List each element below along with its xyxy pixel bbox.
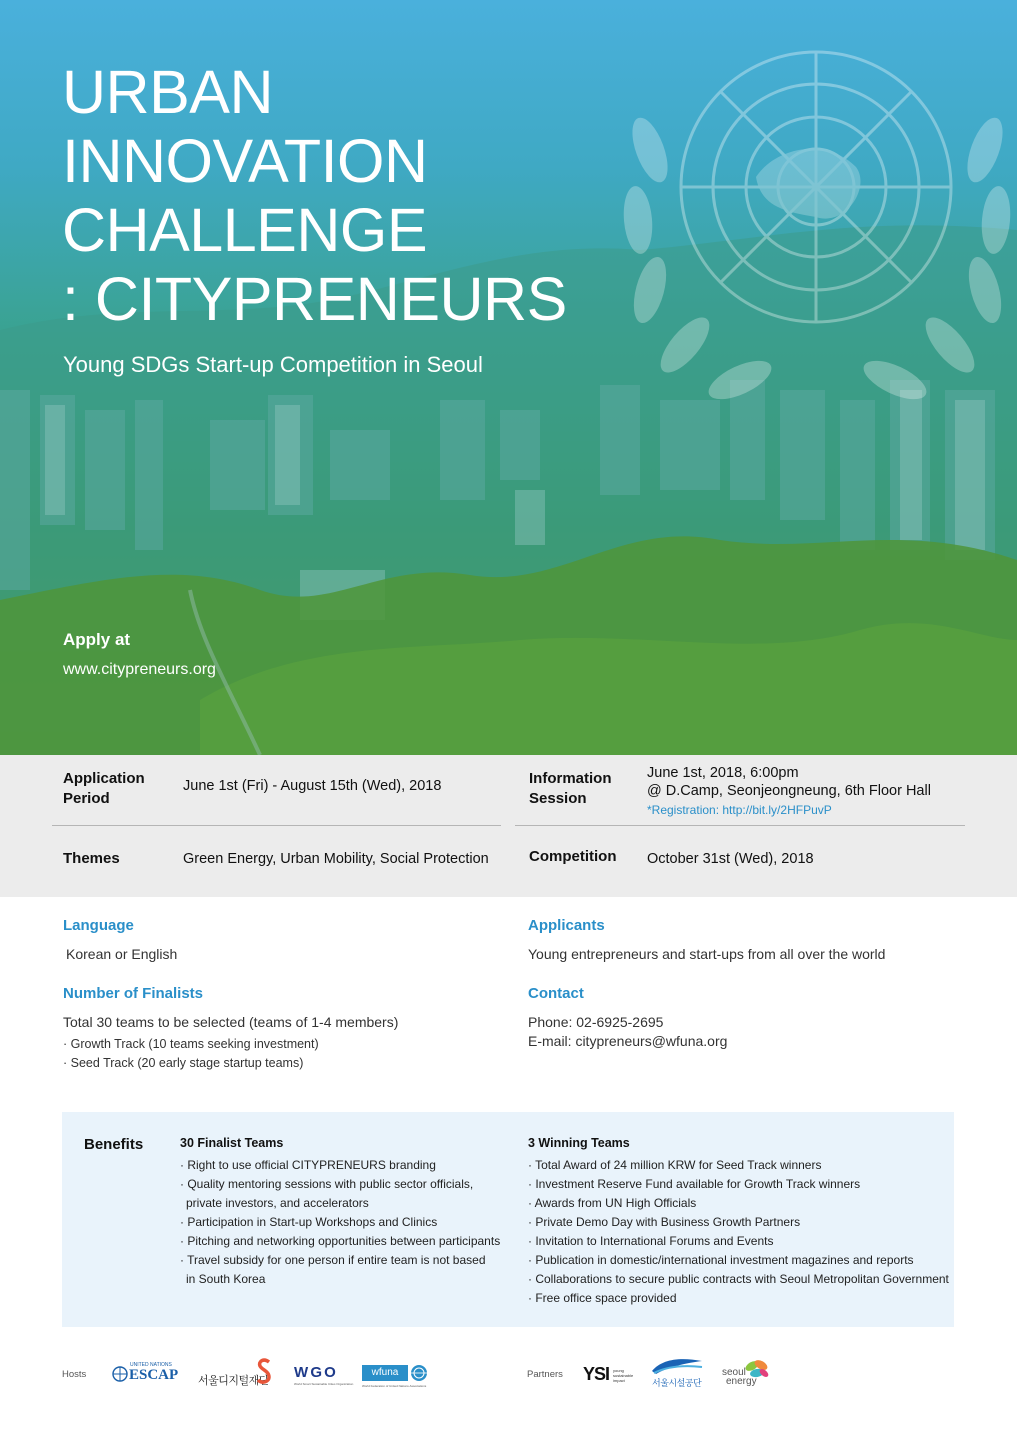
list-item: in South Korea — [186, 1272, 266, 1286]
list-item: · Private Demo Day with Business Growth Partners — [528, 1215, 801, 1229]
seoul-facilities-logo — [650, 1357, 706, 1389]
key-info-band — [0, 755, 1017, 897]
finalist-benefits-title: 30 Finalist Teams — [180, 1136, 284, 1150]
finalists-value: Total 30 teams to be selected (teams of 1-4 members) — [63, 1014, 399, 1030]
seoul-digital-text: 서울디지털재단 — [198, 1375, 269, 1387]
contact-heading: Contact — [528, 985, 584, 1002]
finalists-heading: Number of Finalists — [63, 985, 204, 1002]
escap-text: ESCAP — [129, 1367, 179, 1383]
wego-small-text: World Smart Sustainable Cities Organization — [294, 1382, 354, 1386]
seoul-energy-logo — [722, 1358, 774, 1390]
list-item: · Invitation to International Forums and Events — [528, 1234, 774, 1248]
application-period-value: June 1st (Fri) - August 15th (Wed), 2018 — [183, 778, 442, 794]
registration-link[interactable]: *Registration: http://bit.ly/2HFPuvP — [647, 803, 832, 817]
page-subtitle: Young SDGs Start-up Competition in Seoul — [63, 352, 483, 377]
competition-value: October 31st (Wed), 2018 — [647, 851, 814, 867]
apply-label: Apply at — [63, 630, 131, 649]
page-title — [62, 58, 567, 334]
un-emblem-icon — [112, 1366, 128, 1382]
info-session-venue: @ D.Camp, Seonjeongneung, 6th Floor Hall — [647, 783, 931, 799]
applicants-heading: Applicants — [528, 917, 605, 934]
info-session-label: Information Session — [529, 770, 612, 807]
growth-track-item: · Growth Track (10 teams seeking investment) — [63, 1037, 319, 1051]
list-item: · Awards from UN High Officials — [528, 1196, 697, 1210]
finalist-benefits-list — [180, 1156, 500, 1289]
un-emblem-icon — [410, 1364, 428, 1382]
ysi-small-text: young sustainable impact — [613, 1368, 634, 1383]
escap-small-text: UNITED NATIONS — [130, 1362, 172, 1368]
ysi-text: YSI — [583, 1364, 610, 1384]
wave-mark-icon — [650, 1357, 704, 1375]
benefits-box — [62, 1112, 954, 1327]
list-item: · Investment Reserve Fund available for Growth Track winners — [528, 1177, 861, 1191]
seed-track-item: · Seed Track (20 early stage startup teams) — [63, 1056, 304, 1070]
apply-url-link[interactable]: www.citypreneurs.org — [63, 661, 216, 678]
list-item: private investors, and accelerators — [186, 1196, 369, 1210]
title-line-2: INNOVATION — [62, 127, 428, 195]
winner-benefits-title: 3 Winning Teams — [528, 1136, 630, 1150]
winner-benefits-list — [528, 1156, 949, 1308]
themes-label: Themes — [63, 850, 120, 867]
title-line-3: CHALLENGE — [62, 196, 428, 264]
applicants-value: Young entrepreneurs and start-ups from all over the world — [528, 946, 886, 962]
wego-text: W G O — [294, 1364, 335, 1381]
hosts-label: Hosts — [62, 1369, 87, 1380]
list-item: · Travel subsidy for one person if entire team is not based — [180, 1253, 486, 1267]
list-item: · Right to use official CITYPRENEURS branding — [180, 1158, 436, 1172]
title-line-1: URBAN — [62, 58, 274, 126]
winner-benefits-column — [528, 1136, 949, 1308]
list-item: · Free office space provided — [528, 1291, 677, 1305]
list-item: · Quality mentoring sessions with public sector officials, — [180, 1177, 474, 1191]
escap-logo — [112, 1362, 180, 1386]
partners-label: Partners — [527, 1369, 563, 1380]
language-value: Korean or English — [66, 946, 178, 962]
list-item: · Participation in Start-up Workshops and Clinics — [180, 1215, 438, 1229]
seoul-digital-logo — [198, 1358, 274, 1388]
contact-phone: Phone: 02-6925-2695 — [528, 1014, 664, 1030]
list-item: · Collaborations to secure public contracts with Seoul Metropolitan Government — [528, 1272, 949, 1286]
list-item: · Publication in domestic/international investment magazines and reports — [528, 1253, 914, 1267]
info-divider-left — [52, 825, 501, 826]
wfuna-small-text: World Federation of United Nations Associations — [362, 1384, 427, 1388]
application-period-label: Application Period — [63, 770, 145, 807]
info-session-time: June 1st, 2018, 6:00pm — [647, 765, 799, 781]
ysi-logo — [583, 1362, 635, 1388]
benefits-label: Benefits — [84, 1136, 144, 1153]
wfuna-logo — [362, 1363, 430, 1389]
themes-value: Green Energy, Urban Mobility, Social Protection — [183, 851, 489, 867]
seoul-facilities-text: 서울시설공단 — [652, 1378, 702, 1388]
list-item: · Pitching and networking opportunities between participants — [180, 1234, 501, 1248]
seoul-energy-text-1: seoul — [722, 1367, 746, 1378]
wego-logo — [294, 1364, 354, 1388]
title-line-4: : CITYPRENEURS — [62, 265, 567, 333]
contact-email-link[interactable]: E-mail: citypreneurs@wfuna.org — [528, 1033, 728, 1049]
competition-label: Competition — [529, 848, 617, 865]
info-divider-right — [515, 825, 965, 826]
language-heading: Language — [63, 917, 134, 934]
wfuna-text: wfuna — [362, 1365, 408, 1381]
s-mark-icon — [256, 1358, 272, 1384]
seoul-energy-text-2: energy — [726, 1376, 757, 1387]
finalist-benefits-column — [180, 1136, 500, 1289]
list-item: · Total Award of 24 million KRW for Seed Track winners — [528, 1158, 822, 1172]
